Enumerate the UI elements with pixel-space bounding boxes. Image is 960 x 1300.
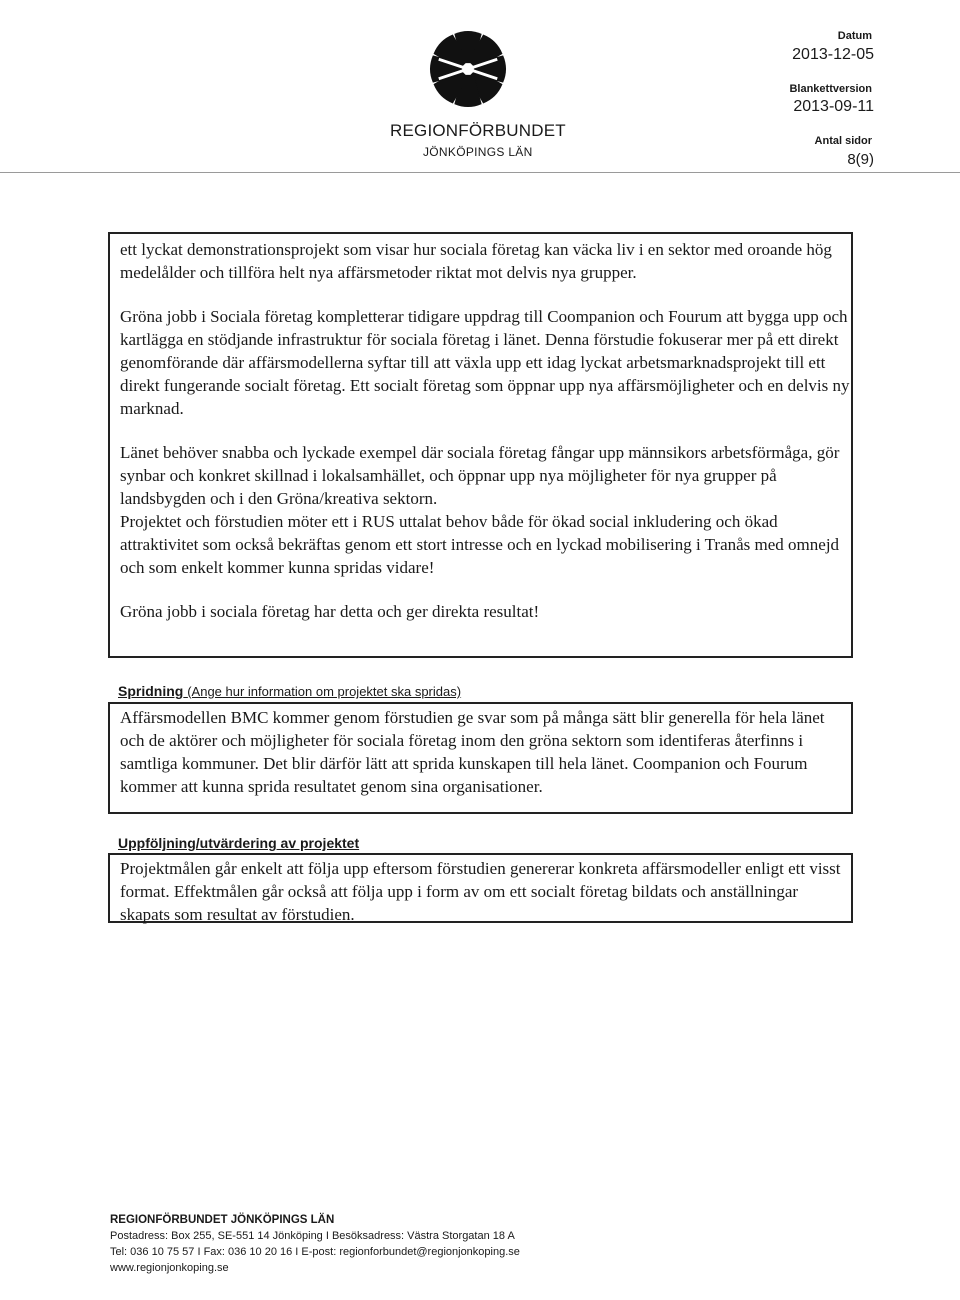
spridning-text-box xyxy=(108,702,853,814)
spridning-heading xyxy=(118,683,461,699)
antal-sidor-label: Antal sidor xyxy=(814,135,872,147)
footer-web-link[interactable]: www.regionjonkoping.se xyxy=(110,1262,229,1274)
footer-postal: Postadress: Box 255, SE-551 14 Jönköping I Besöksadress: Västra Storgatan 18 A xyxy=(110,1230,515,1242)
org-subtitle: JÖNKÖPINGS LÄN xyxy=(423,145,533,159)
footer-contact: Tel: 036 10 75 57 I Fax: 036 10 20 16 I E-post: regionforbundet@regionjonkoping.se xyxy=(110,1246,520,1258)
blankettversion-value: 2013-09-11 xyxy=(793,98,874,115)
spridning-title: Spridning xyxy=(118,683,184,699)
datum-value: 2013-12-05 xyxy=(792,46,874,63)
spridning-note: (Ange hur information om projektet ska spridas) xyxy=(187,684,462,699)
footer-org: REGIONFÖRBUNDET JÖNKÖPINGS LÄN xyxy=(110,1214,335,1226)
paragraph: Gröna jobb i Sociala företag kompletterar tidigare uppdrag till Coompanion och Fourum att bygga upp och kartlägga en stödjande infrastruktur för sociala företag i länet. Denna förstudie fokuserar mer på ett direkt genomförande där affärsmodellerna syftar till att växla upp ett idag lyckat arbetsmarknadsprojekt till ett direkt fungerande socialt företag. Ett socialt företag som öppnar upp nya affärsmöjligheter och en delvis ny marknad. xyxy=(120,307,850,418)
paragraph: Gröna jobb i sociala företag har detta och ger direkta resultat! xyxy=(120,602,540,621)
header-divider xyxy=(0,172,960,173)
datum-label: Datum xyxy=(837,30,872,42)
regionforbundet-logo-icon xyxy=(428,30,508,108)
uppfoljning-text: Projektmålen går enkelt att följa upp eftersom förstudien genererar konkreta affärsmodeller enligt ett visst format. Effektmålen går också att följa upp i form av om ett socialt företag bildats och anställningar skapats som resultat av förstudien. xyxy=(120,859,841,924)
org-name: REGIONFÖRBUNDET xyxy=(390,121,566,140)
spridning-text: Affärsmodellen BMC kommer genom förstudien ge svar som på många sätt blir generella för hela länet och de aktörer och möjligheter för sociala företag inom den gröna sektorn som identiferas återfinns i samtliga kommuner. Det blir därför lätt att sprida kunskapen till hela länet. Coompanion och Fourum kommer att kunna sprida resultatet genom sina organisationer. xyxy=(120,708,825,796)
antal-sidor-value: 8(9) xyxy=(847,151,874,168)
paragraph: Projektet och förstudien möter ett i RUS uttalat behov både för ökad social inkludering och ökad attraktivitet som också bekräftas genom ett stort intresse och en lyckad mobilisering i Tranås med omnejd och som enkelt kommer kunna spridas vidare! xyxy=(120,512,840,577)
paragraph: ett lyckat demonstrationsprojekt som visar hur sociala företag kan väcka liv i en sektor med oroande hög medelålder och tillföra helt nya affärsmetoder riktat mot delvis nya grupper. xyxy=(120,240,832,282)
paragraph: Länet behöver snabba och lyckade exempel där sociala företag fångar upp männsikors arbetsförmåga, gör synbar och konkret skillnad i lokalsamhället, och öppnar upp nya möjligheter för nya grupper på landsbygden och i den Gröna/kreativa sektorn. xyxy=(120,443,840,508)
main-text-box xyxy=(108,232,853,658)
uppfoljning-heading: Uppföljning/utvärdering av projektet xyxy=(118,835,360,851)
footer xyxy=(110,1212,520,1276)
uppfoljning-text-box xyxy=(108,853,853,923)
blankettversion-label: Blankettversion xyxy=(789,83,872,95)
